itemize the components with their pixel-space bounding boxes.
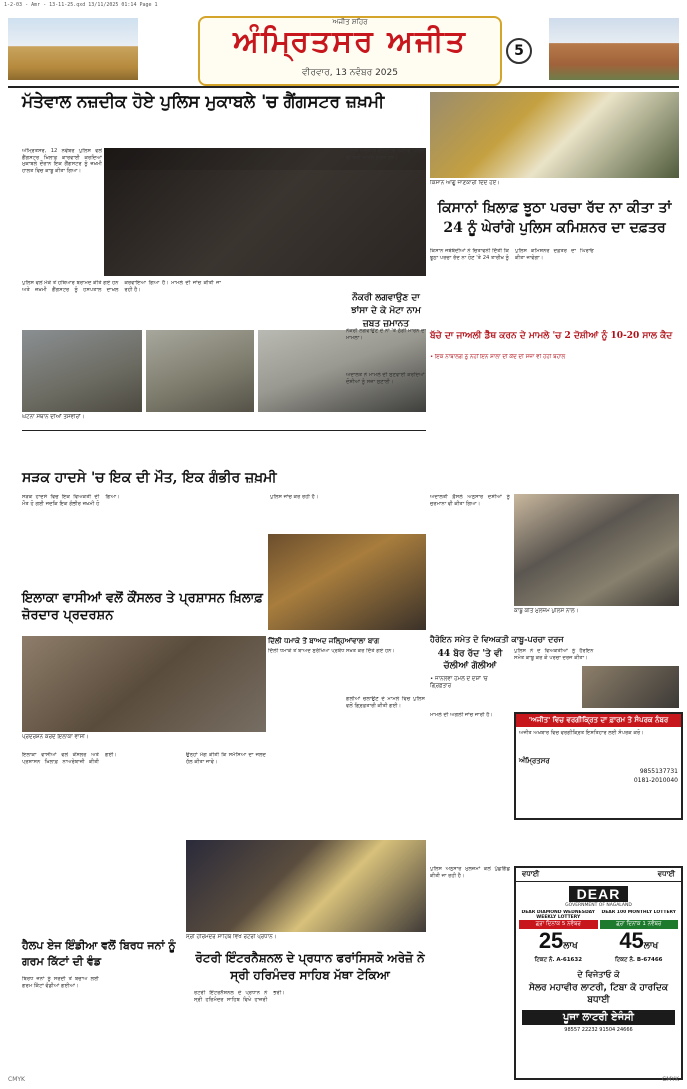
farmers-photo-caption: ਕਿਸਾਨ ਆਗੂ ਜਾਣਕਾਰੀ ਦਿੰਦੇ ਹੋਏ। [430, 180, 500, 186]
encounter-scene-photo-2 [146, 330, 254, 412]
dear-logo: DEAR [569, 886, 629, 902]
fraud-text-2: ਅਦਾਲਤੀ ਫ਼ੈਸਲੇ ਅਨੁਸਾਰ ਦੋਸ਼ੀਆਂ ਨੂੰ ਜੁਰਮਾਨਾ ਵੀ ਕੀਤਾ ਗਿਆ। [430, 494, 510, 507]
jobs-headline: ਨੌਕਰੀ ਲਗਵਾਉਣ ਦਾ ਝਾਂਸਾ ਦੇ ਕੇ ਮੋਟਾ ਨਾਮ ਜ਼ਬਤ ਜ਼ਮਾਨਤ [351, 293, 421, 329]
lead-photo-caption: ਘਟਨਾ ਸਥਾਨ ਦੀਆਂ ਤਸਵੀਰਾਂ। [22, 414, 85, 420]
page-number: 5 [506, 38, 532, 64]
heroin-headline: ਹੈਰੋਇਨ ਸਮੇਤ ਦੋ ਵਿਅਕਤੀ ਕਾਬੂ-ਪਰਚਾ ਦਰਜ [430, 634, 564, 644]
right-amount: 45 [619, 928, 644, 953]
jobs-text: ਨੌਕਰੀ ਲਗਵਾਉਣ ਦੇ ਨਾਂ 'ਤੇ ਠੱਗੀ ਮਾਰਨ ਦਾ ਮਾਮਲਾ। [346, 328, 426, 341]
ajit-notice-phone-2: 0181-2010040 [633, 777, 678, 784]
ajit-notice-title: 'ਅਜੀਤ' ਵਿਚ ਵਰਗੀਕ੍ਰਿਤ ਦਾ ਫ਼ਾਰਮ ਤੇ ਸੰਪਰਕ ਨੰਬਰ [516, 714, 681, 727]
winners-line: ਦੇ ਵਿਜੇਤਾਓ ਕੋ [577, 970, 620, 979]
encounter-scene-photo-1 [22, 330, 142, 412]
footer-left: CMYK [8, 1075, 25, 1083]
bullets-text: ਗੋਲੀਆਂ ਚਲਾਉਣ ਦੇ ਮਾਮਲੇ ਵਿਚ ਪੁਲਿਸ ਵਲੋਂ ਗ੍ਰਿਫ਼ਤਾਰੀ ਕੀਤੀ ਗਈ। [346, 696, 425, 709]
helpage-headline: ਹੈਲਪ ਏਜ ਇੰਡੀਆ ਵਲੋਂ ਬਿਰਧ ਜਨਾਂ ਨੂੰ ਗਰਮ ਕਿੱਟਾਂ ਦੀ ਵੰਡ [22, 939, 176, 968]
left-lottery-title: DEAR DIAMOND WEDNESDAY WEEKLY LOTTERY [521, 910, 595, 920]
heroin-photo-caption: ਕਾਬੂ ਕੀਤੇ ਮੁਲਜ਼ਮ ਪੁਲਿਸ ਨਾਲ। [514, 608, 579, 614]
delhi-text: ਦਿੱਲੀ ਧਮਾਕੇ ਤੋਂ ਬਾਅਦ ਸੁਰੱਖਿਆ ਪ੍ਰਬੰਧ ਸਖ਼ਤ ਕਰ ਦਿੱਤੇ ਗਏ ਹਨ। [268, 648, 395, 654]
protest-photo [22, 636, 266, 732]
ad-header-left: ਵਧਾਈ [522, 870, 540, 878]
left-ticket: ਟਿਕਟ ਨੰ. A-61632 [534, 957, 583, 963]
heroin-small-photo [582, 666, 679, 708]
farmers-photo [430, 92, 679, 178]
agency-phone: 98557 22232 91504 24666 [564, 1027, 633, 1033]
dear-gov-text: GOVERNMENT OF NAGALAND [565, 903, 632, 908]
bullets-subhead: • ਜਾਨਲੇਵਾ ਹਮਲੇ ਦੇ ਦੋਸ਼ਾਂ 'ਚ ਗ੍ਰਿਫ਼ਤਾਰ [430, 676, 488, 689]
accident-text-2: ਪੁਲਿਸ ਜਾਂਚ ਕਰ ਰਹੀ ਹੈ। [270, 494, 319, 500]
farmers-headline: ਕਿਸਾਨਾਂ ਖ਼ਿਲਾਫ਼ ਝੂਠਾ ਪਰਚਾ ਰੱਦ ਨਾ ਕੀਤਾ ਤਾਂ 24 ਨੂੰ ਘੇਰਾਂਗੇ ਪੁਲਿਸ ਕਮਿਸ਼ਨਰ ਦਾ ਦਫ਼ਤਰ [437, 200, 672, 236]
agency-name: ਪੂਜਾ ਲਾਟਰੀ ਏਜੰਸੀ [522, 1010, 675, 1025]
masthead-title: ਅੰਮ੍ਰਿਤਸਰ ਅਜੀਤ [233, 24, 467, 59]
print-info-strip: 1-2-03 - Amr - 13-11-25.qxd 13/11/2025 01:14 Page 1 [4, 2, 158, 8]
ajit-notice-city: ਅੰਮ੍ਰਿਤਸਰ [519, 757, 550, 765]
lead-text-column: ਅੰਮ੍ਰਿਤਸਰ, 12 ਨਵੰਬਰ ਪੁਲਿਸ ਵਲੋਂ ਗੈਂਗਸਟਰ ਖ਼ਿਲਾਫ਼ ਕਾਰਵਾਈ ਕਰਦਿਆਂ ਮੁਕਾਬਲੇ ਦੌਰਾਨ ਇਕ ਗੈਂਗਸਟਰ ਨੂੰ ਜ਼ਖ਼ਮੀ ਹਾਲਤ ਵਿਚ ਕਾਬੂ ਕੀਤਾ ਗਿਆ। [22, 148, 102, 174]
right-amount-unit: ਲਾਖ [643, 940, 659, 950]
fraud-subhead: • ਇਕ ਨਾਬਾਲਗ ਨੂੰ ਨਹੀਂ ਇਨ ਸ਼ਾਲਾ ਦੀ ਕੈਦ ਦੀ ਸਜ਼ਾ ਵੀ ਹਹੀ ਬਹਾਲ [430, 354, 566, 360]
bullets-text-3: ਪੁਲਿਸ ਅਨੁਸਾਰ ਮੁਲਜ਼ਮਾਂ ਕੋਲੋਂ ਪੁੱਛਗਿੱਛ ਕੀਤੀ ਜਾ ਰਹੀ ਹੈ। [430, 866, 510, 879]
rotary-photo [186, 840, 426, 932]
print-footer [8, 1072, 679, 1086]
rotary-headline: ਰੋਟਰੀ ਇੰਟਰਨੈਸ਼ਨਲ ਦੇ ਪ੍ਰਧਾਨ ਫਰਾਂਸਿਸਕੋ ਅਰੇਜ਼ੋ ਨੇ ਸ੍ਰੀ ਹਰਿਮੰਦਰ ਸਾਹਿਬ ਮੱਥਾ ਟੇਕਿਆ [195, 951, 425, 982]
accident-photo [268, 534, 426, 630]
heroin-arrest-photo [514, 494, 679, 606]
seller-line: ਸੇਲਰ ਮਹਾਵੀਰ ਲਾਟਰੀ, ਟਿਬਾ ਕੋ ਹਾਰਦਿਕ ਬਧਾਈ [528, 983, 669, 1005]
golden-temple-photo [8, 18, 138, 80]
farmers-text: ਕਿਸਾਨ ਜਥੇਬੰਦੀਆਂ ਨੇ ਚਿਤਾਵਨੀ ਦਿੱਤੀ ਕਿ ਝੂਠਾ ਪਰਚਾ ਰੱਦ ਨਾ ਹੋਣ 'ਤੇ 24 ਤਾਰੀਖ਼ ਨੂੰ ਪੁਲਿਸ ਕਮਿਸ਼ਨਰ ਦਫ਼ਤਰ ਦਾ ਘਿਰਾਓ ਕੀਤਾ ਜਾਵੇਗਾ। [430, 248, 594, 261]
footer-right: CMYK [662, 1075, 679, 1083]
masthead-divider [8, 86, 679, 88]
right-lottery-title: DEAR 100 MONTHLY LOTTERY [601, 910, 676, 915]
ajit-notice-phone-1: 9855137731 [639, 768, 678, 775]
helpage-text: ਬਿਰਧ ਜਨਾਂ ਨੂੰ ਸਰਦੀ ਤੋਂ ਬਚਾਅ ਲਈ ਗਰਮ ਕਿੱਟਾਂ ਵੰਡੀਆਂ ਗਈਆਂ। [22, 976, 99, 989]
rotary-text: ਰੋਟਰੀ ਇੰਟਰਨੈਸ਼ਨਲ ਦੇ ਪ੍ਰਧਾਨ ਨੇ ਸ੍ਰੀ ਹਰਿਮੰਦਰ ਸਾਹਿਬ ਵਿਖੇ ਹਾਜ਼ਰੀ ਭਰੀ। [194, 990, 285, 1003]
fraud-headline: ਬੱਚੇ ਦਾ ਜਾਅਲੀ ਡੈੱਥ ਕਰਨ ਦੇ ਮਾਮਲੇ 'ਚ 2 ਦੋਸ਼ੀਆਂ ਨੂੰ 10-20 ਸਾਲ ਕੈਦ [430, 331, 673, 341]
bullets-text-2: ਮਾਮਲੇ ਦੀ ਅਗਲੀ ਜਾਂਚ ਜਾਰੀ ਹੈ। [430, 712, 493, 718]
heroin-text: ਪੁਲਿਸ ਨੇ ਦੋ ਵਿਅਕਤੀਆਂ ਨੂੰ ਹੈਰੋਇਨ ਸਮੇਤ ਕਾਬੂ ਕਰ ਕੇ ਪਰਚਾ ਦਰਜ ਕੀਤਾ। [514, 648, 594, 661]
protest-photo-caption: ਪ੍ਰਦਰਸ਼ਨ ਕਰਦੇ ਇਲਾਕਾ ਵਾਸੀ। [22, 734, 89, 740]
accident-headline: ਸੜਕ ਹਾਦਸੇ 'ਚ ਇਕ ਦੀ ਮੌਤ, ਇਕ ਗੰਭੀਰ ਜ਼ਖ਼ਮੀ [22, 470, 277, 486]
masthead [8, 12, 679, 84]
left-amount-unit: ਲਾਖ [563, 940, 578, 950]
lead-body-text: ਪੁਲਿਸ ਵਲੋਂ ਮੌਕੇ ਤੋਂ ਹਥਿਆਰ ਬਰਾਮਦ ਕੀਤੇ ਗਏ ਹਨ ਅਤੇ ਜ਼ਖ਼ਮੀ ਗੈਂਗਸਟਰ ਨੂੰ ਹਸਪਤਾਲ ਦਾਖ਼ਲ ਕਰਵਾਇਆ ਗਿਆ ਹੈ। ਮਾਮਲੇ ਦੀ ਜਾਂਚ ਕੀਤੀ ਜਾ ਰਹੀ ਹੈ। [22, 280, 221, 293]
left-draw-date: ਡ੍ਰਾ ਦਿਨਾਂਕ 5 ਨਵੰਬਰ [519, 920, 598, 929]
lead-headline: ਮੱਤੇਵਾਲ ਨਜ਼ਦੀਕ ਹੋਏ ਪੁਲਿਸ ਮੁਕਾਬਲੇ 'ਚ ਗੈਂਗਸਟਰ ਜ਼ਖ਼ਮੀ [22, 92, 385, 112]
fraud-text: ਅਦਾਲਤ ਨੇ ਮਾਮਲੇ ਦੀ ਸੁਣਵਾਈ ਕਰਦਿਆਂ ਦੋਸ਼ੀਆਂ ਨੂੰ ਸਜ਼ਾ ਸੁਣਾਈ। [346, 372, 425, 385]
protest-text-2: ਉਨ੍ਹਾਂ ਮੰਗ ਕੀਤੀ ਕਿ ਸਮੱਸਿਆ ਦਾ ਜਲਦ ਹੱਲ ਕੀਤਾ ਜਾਵੇ। [186, 752, 266, 765]
ad-header-right: ਵਧਾਈ [657, 870, 675, 878]
right-draw-date: ਡ੍ਰਾ ਦਿਨਾਂਕ 1 ਨਵੰਬਰ [600, 920, 679, 929]
masthead-date: ਵੀਰਵਾਰ, 13 ਨਵੰਬਰ 2025 [302, 68, 398, 78]
lead-text-column-right: ਪੁਲਿਸ ਅਨੁਸਾਰ ਗੈਂਗਸਟਰ ਖ਼ਿਲਾਫ਼ ਪਹਿਲਾਂ ਵੀ ਕਈ ਮਾਮਲੇ ਦਰਜ ਹਨ। [346, 148, 426, 161]
dear-lottery-ad [514, 866, 683, 1080]
masthead-tagline: ਅਜੀਤ ਸ਼ਹਿਰ [332, 18, 368, 26]
heritage-building-photo [549, 18, 679, 80]
rotary-photo-caption: ਸ੍ਰੀ ਹਰਿਮੰਦਰ ਸਾਹਿਬ ਵਿਖੇ ਰੋਟਰੀ ਪ੍ਰਧਾਨ। [186, 934, 277, 940]
delhi-headline: ਦਿੱਲੀ ਧਮਾਕੇ ਤੋਂ ਬਾਅਦ ਜਲ੍ਹਿਆਂਵਾਲਾ ਬਾਗ [268, 636, 380, 645]
accident-text: ਸੜਕ ਹਾਦਸੇ ਵਿਚ ਇਕ ਵਿਅਕਤੀ ਦੀ ਮੌਤ ਹੋ ਗਈ ਜਦਕਿ ਇਕ ਗੰਭੀਰ ਜ਼ਖ਼ਮੀ ਹੋ ਗਿਆ। [22, 494, 120, 507]
right-ticket: ਟਿਕਟ ਨੰ. B-67466 [614, 957, 663, 963]
masthead-title-box [198, 16, 502, 86]
ajit-notice-text: ਅਜੀਤ ਅਖ਼ਬਾਰ ਵਿਚ ਵਰਗੀਕ੍ਰਿਤ ਇਸ਼ਤਿਹਾਰ ਲਈ ਸੰਪਰਕ ਕਰੋ। [519, 730, 644, 736]
ajit-classified-notice [514, 712, 683, 820]
protest-headline: ਇਲਾਕਾ ਵਾਸੀਆਂ ਵਲੋਂ ਕੌਂਸਲਰ ਤੇ ਪ੍ਰਸ਼ਾਸਨ ਖ਼ਿਲਾਫ਼ ਜ਼ੋਰਦਾਰ ਪ੍ਰਦਰਸ਼ਨ [22, 591, 263, 623]
left-amount: 25 [538, 928, 564, 953]
bullets-headline: 44 ਬੋਰ ਰੱਦ 'ਤੇ ਵੀ ਚੱਲੀਆਂ ਗੋਲੀਆਂ [437, 649, 503, 671]
protest-text: ਇਲਾਕਾ ਵਾਸੀਆਂ ਵਲੋਂ ਕੌਂਸਲਰ ਅਤੇ ਪ੍ਰਸ਼ਾਸਨ ਖ਼ਿਲਾਫ਼ ਨਾਅਰੇਬਾਜ਼ੀ ਕੀਤੀ ਗਈ। [22, 752, 117, 765]
